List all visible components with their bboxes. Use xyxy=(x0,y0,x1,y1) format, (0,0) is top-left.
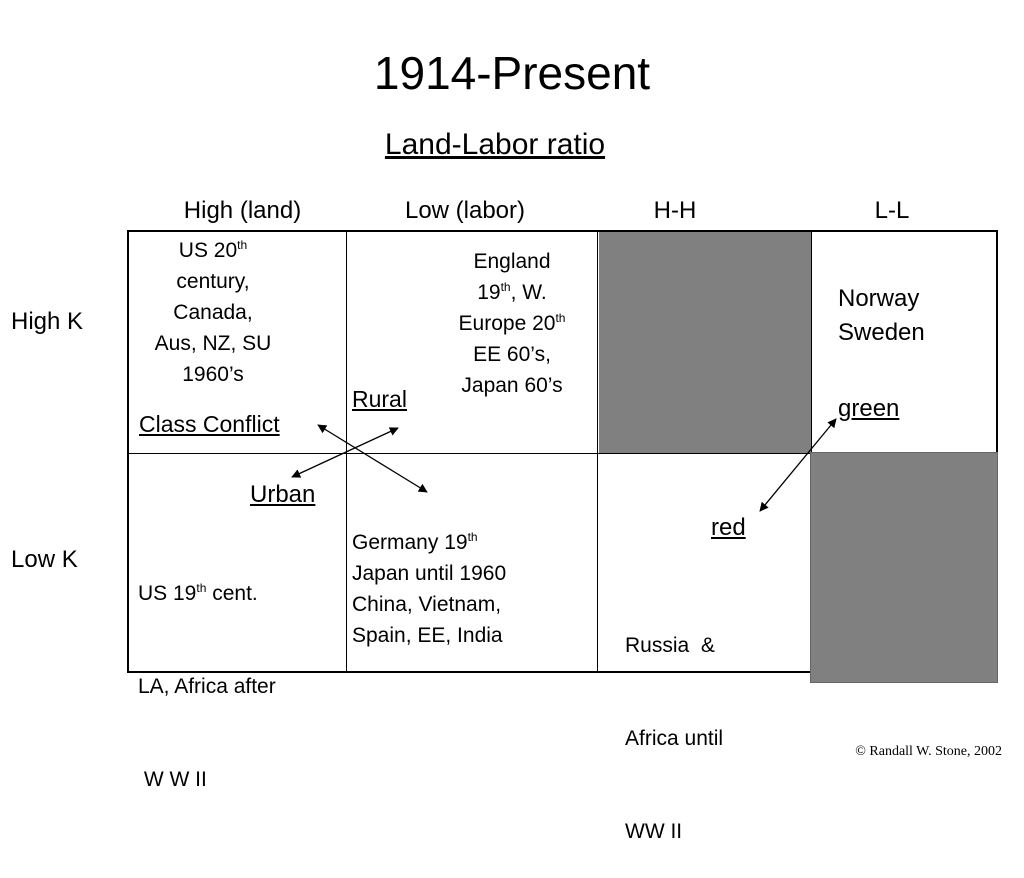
column-header-low-labor: Low (labor) xyxy=(404,197,526,224)
label-urban: Urban xyxy=(250,481,316,508)
page-subtitle: Land-Labor ratio xyxy=(384,128,606,161)
cell-low-k-low-labor: Germany 19th Japan until 1960 China, Vietnam, Spain, EE, India xyxy=(352,530,507,647)
row-header-high-k: High K xyxy=(11,308,84,335)
page-title: 1914-Present xyxy=(373,47,651,99)
cell-low-k-hh: Russia & Africa until WW II xyxy=(625,634,724,843)
label-green: green xyxy=(838,395,900,422)
column-header-hh: H-H xyxy=(653,197,697,224)
arrow-class-conflict-germany xyxy=(318,425,427,492)
cell-high-k-high-land: US 20th century, Canada, Aus, NZ, SU 1960’s xyxy=(154,238,272,386)
label-red: red xyxy=(711,514,746,541)
column-header-ll: L-L xyxy=(874,197,910,224)
cell-high-k-ll: Norway Sweden xyxy=(838,285,925,346)
arrow-green-red xyxy=(760,419,836,511)
cell-high-k-low-labor: England 19th, W. Europe 20th EE 60’s, Japan 60’s xyxy=(458,250,566,397)
copyright-notice: © Randall W. Stone, 2002 xyxy=(855,744,1002,759)
column-header-high-land: High (land) xyxy=(183,197,302,224)
cell-low-k-high-land: US 19th cent. LA, Africa after W W II xyxy=(138,581,276,791)
label-class-conflict: Class Conflict xyxy=(139,411,280,437)
arrow-rural-urban xyxy=(292,428,398,477)
row-header-low-k: Low K xyxy=(11,546,78,573)
label-rural: Rural xyxy=(352,386,407,412)
